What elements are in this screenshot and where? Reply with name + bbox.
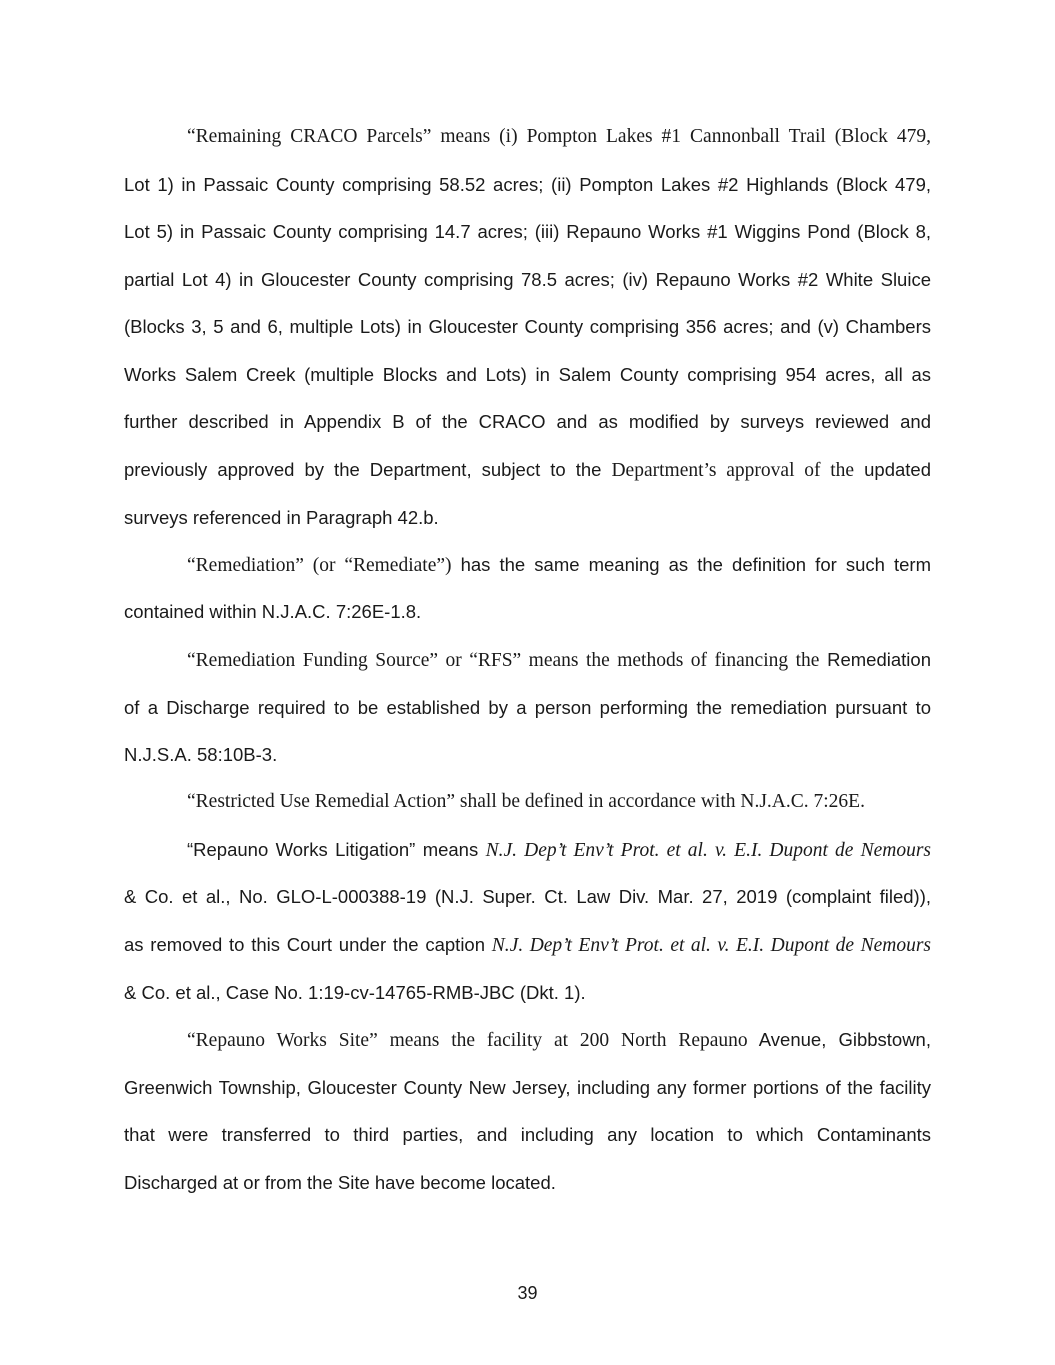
paragraph-line (124, 458, 931, 482)
paragraph-line: of a Discharge required to be established by a person performing the remediation pursuant to (124, 697, 931, 718)
paragraph-line: contained within N.J.A.C. 7:26E-1.8. (124, 601, 422, 622)
paragraph-line: “Remaining CRACO Parcels” means (i) Pompton Lakes #1 Cannonball Trail (Block 479, (187, 126, 931, 147)
paragraph-line (187, 648, 931, 672)
paragraph-line: Lot 1) in Passaic County comprising 58.52 acres; (ii) Pompton Lakes #2 Highlands (Block 479, (124, 174, 931, 195)
text-run: “Remediation” (or “Remediate”) (187, 555, 452, 576)
paragraph-line: surveys referenced in Paragraph 42.b. (124, 507, 439, 528)
paragraph-line: further described in Appendix B of the CRACO and as modified by surveys reviewed and (124, 411, 931, 432)
paragraph-line (124, 933, 931, 957)
text-run: Remediation (819, 649, 931, 670)
text-run: “Remediation Funding Source” or “RFS” means the methods of financing the (187, 650, 820, 671)
case-caption: N.J. Dep’t Env’t Prot. et al. v. E.I. Dupont de Nemours (491, 935, 931, 956)
paragraph-line: (Blocks 3, 5 and 6, multiple Lots) in Gloucester County comprising 356 acres; and (v) Chambers (124, 316, 931, 337)
paragraph-line: Lot 5) in Passaic County comprising 14.7 acres; (iii) Repauno Works #1 Wiggins Pond (Block 8, (124, 221, 931, 242)
text-run: previously approved by the Department, subject to the (124, 459, 612, 480)
text-run: has the same meaning as the definition for such term (451, 554, 931, 575)
text-run: as removed to this Court under the caption (124, 934, 492, 955)
paragraph-line: N.J.S.A. 58:10B-3. (124, 744, 278, 765)
paragraph-line: that were transferred to third parties, and including any location to which Contaminants (124, 1124, 931, 1145)
paragraph-line: Discharged at or from the Site have become located. (124, 1172, 556, 1193)
text-run: Department’s approval of the (611, 460, 855, 481)
paragraph-line: “Restricted Use Remedial Action” shall be defined in accordance with N.J.A.C. 7:26E. (187, 791, 865, 812)
paragraph-line: partial Lot 4) in Gloucester County comprising 78.5 acres; (iv) Repauno Works #2 White Sluice (124, 269, 931, 290)
text-run: “Repauno Works Site” means the facility at 200 North Repauno (187, 1030, 748, 1051)
text-run: updated (854, 459, 931, 480)
paragraph-line: Works Salem Creek (multiple Blocks and Lots) in Salem County comprising 954 acres, all as (124, 364, 931, 385)
paragraph-line (187, 553, 931, 577)
paragraph-line: & Co. et al., No. GLO-L-000388-19 (N.J. Super. Ct. Law Div. Mar. 27, 2019 (complaint filed)), (124, 886, 931, 907)
case-caption: N.J. Dep’t Env’t Prot. et al. v. E.I. Dupont de Nemours (485, 840, 931, 861)
paragraph-line: & Co. et al., Case No. 1:19-cv-14765-RMB-JBC (Dkt. 1). (124, 982, 586, 1003)
text-run: Avenue, Gibbstown, (747, 1029, 931, 1050)
paragraph-line: Greenwich Township, Gloucester County New Jersey, including any former portions of the facility (124, 1077, 931, 1098)
page-number: 39 (517, 1283, 538, 1303)
paragraph-line (187, 1028, 931, 1052)
text-run: “Repauno Works Litigation” means (187, 839, 486, 860)
paragraph-line (187, 838, 931, 862)
